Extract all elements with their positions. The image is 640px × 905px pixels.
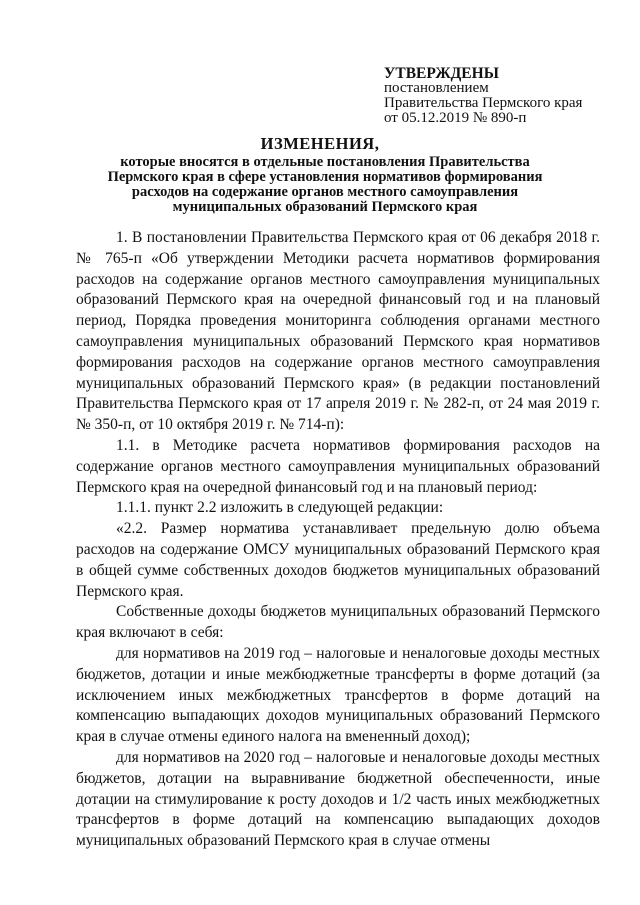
paragraph: Собственные доходы бюджетов муниципальных образований Пермского края включают в себя: [76,603,600,642]
approval-date-number: от 05.12.2019 № 890-п [384,110,527,126]
paragraph: для нормативов на 2019 год – налоговые и неналоговые доходы местных бюджетов, дотации и иные межбюджетные трансферты в форме дотаций (за исключением иных межбюджетных трансфертов в форме дотаций на компенсацию выпадающих доходов муниципальных образований Пермского края в случае отмены единого налога на вмененный доход); [76,644,600,746]
approval-heading: УТВЕРЖДЕНЫ [384,65,499,82]
subtitle-line: которые вносятся в отдельные постановления Правительства [120,154,530,170]
paragraph: «2.2. Размер норматива устанавливает предельную долю объема расходов на содержание ОМСУ муниципальных образований Пермского края в общей сумме собственных доходов бюджетов муниципальных образований Пермского края. [76,520,600,600]
paragraph: 1.1. в Методике расчета нормативов формирования расходов на содержание органов местного самоуправления муниципальных образований Пермского края на очередной финансовый год и на плановый период: [76,436,600,496]
subtitle-line: муниципальных образований Пермского края [172,199,478,215]
paragraph: для нормативов на 2020 год – налоговые и неналоговые доходы местных бюджетов, дотации на выравнивание бюджетной обеспеченности, иные дотации на стимулирование к росту доходов и 1/2 часть иных межбюджетных трансфертов в форме дотаций на компенсацию выпадающих доходов муниципальных образований Пермского края в случае отмены [76,748,600,850]
paragraph: 1. В постановлении Правительства Пермского края от 06 декабря 2018 г. № 765-п «Об утверждении Методики расчета нормативов формирования расходов на содержание органов местного самоуправления муниципальных образований Пермского края на очередной финансовый год и на плановый период, Порядка проведения мониторинга соблюдения органами местного самоуправления муниципальных образований Пермского края нормативов формирования расходов на содержание органов местного самоуправления муниципальных образований Пермского края» (в редакции постановлений Правительства Пермского края от 17 апреля 2019 г. № 282-п, от 24 мая 2019 г. № 350-п, от 10 октября 2019 г. № 714-п): [76,229,600,434]
document-body [76,228,600,852]
subtitle-line: расходов на содержание органов местного самоуправления [131,184,519,200]
approval-stamp [384,66,582,126]
document-subtitle [90,155,560,215]
paragraph: 1.1.1. пункт 2.2 изложить в следующей редакции: [116,499,444,517]
approval-line: постановлением [384,80,489,96]
subtitle-line: Пермского края в сфере установления нормативов формирования [107,169,543,185]
document-title: ИЗМЕНЕНИЯ, [260,134,380,153]
approval-line: Правительства Пермского края [384,95,583,111]
